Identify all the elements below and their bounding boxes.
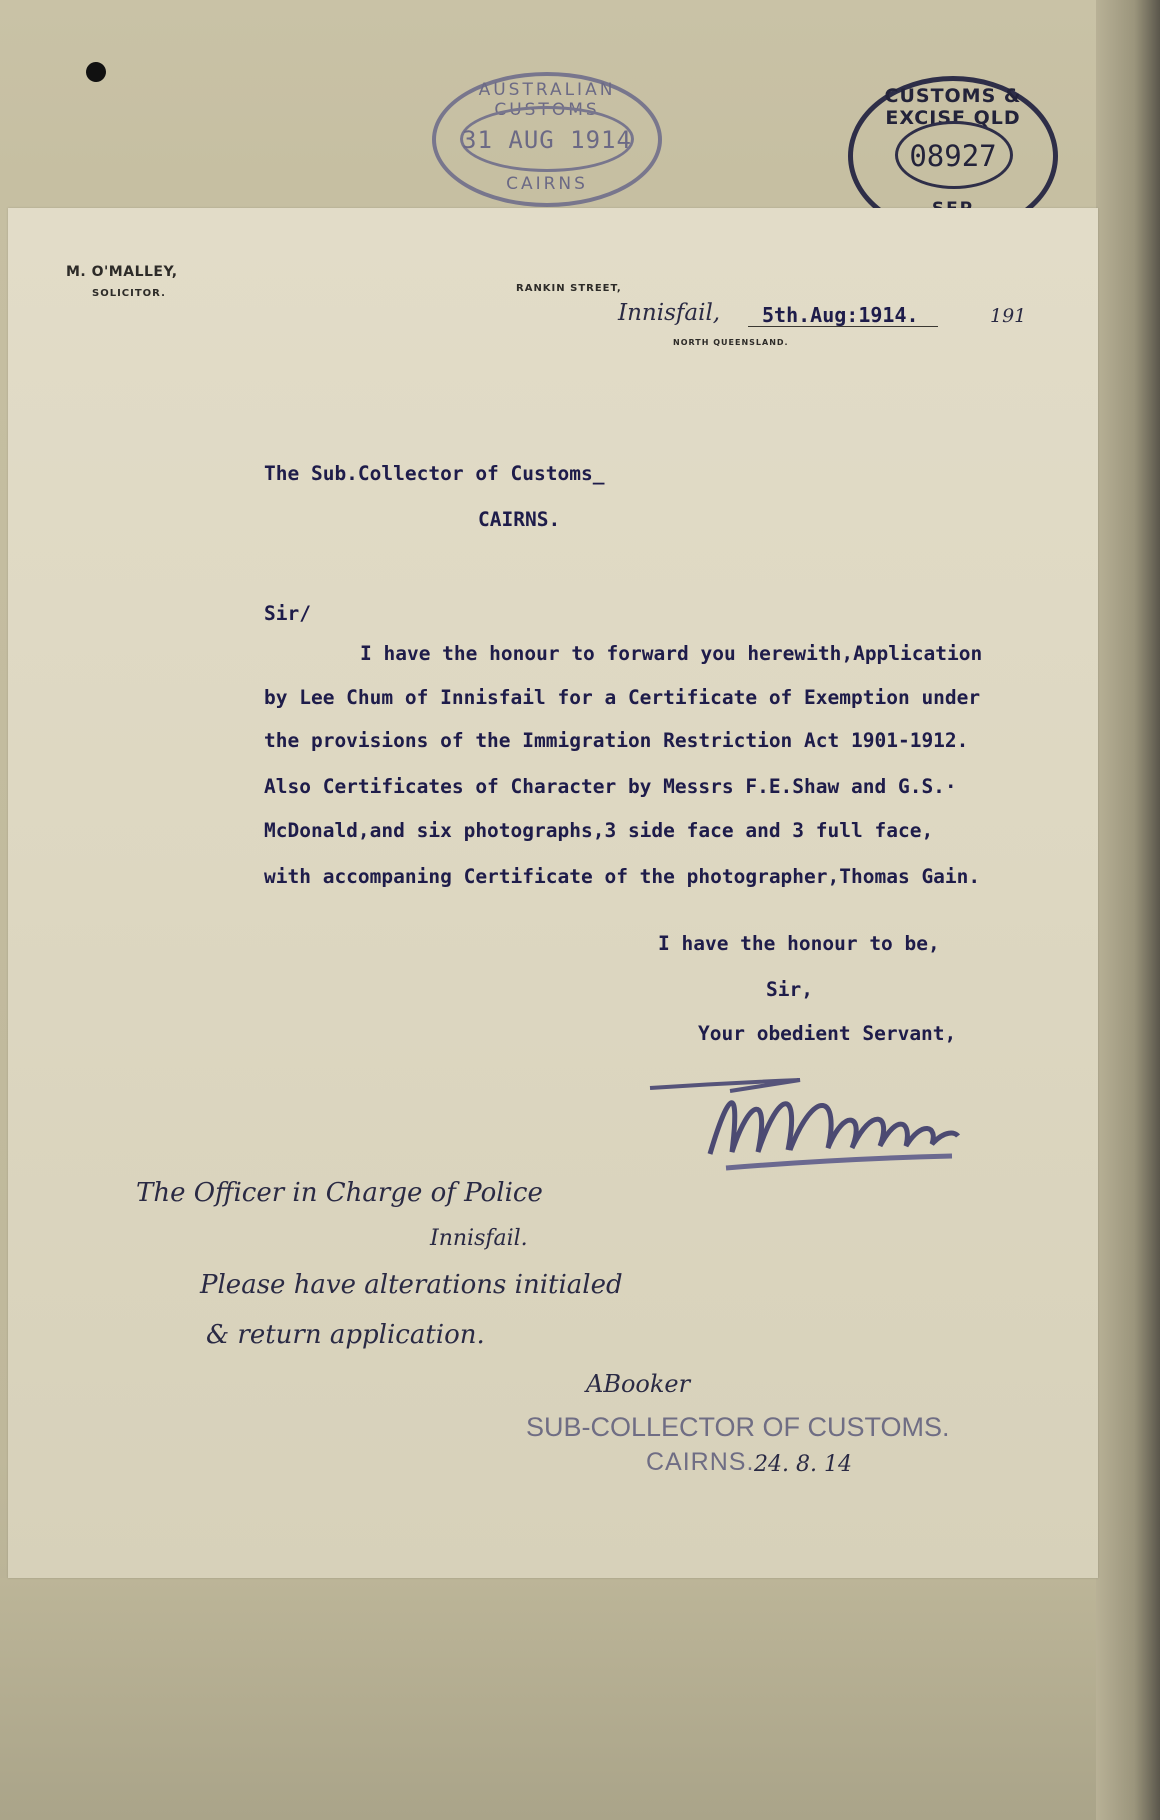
closing-line-2: Sir, (766, 978, 813, 1001)
closing-line-3: Your obedient Servant, (698, 1022, 957, 1045)
body-line-5: McDonald,and six photographs,3 side face and 3 full face, (264, 819, 934, 842)
annotation-line-4: & return application. (206, 1320, 485, 1350)
letter-sheet (8, 208, 1098, 1578)
archive-backing-bottom (0, 1578, 1160, 1820)
stamp-oval-top-text: AUSTRALIAN CUSTOMS (478, 80, 616, 120)
stamp-oval-bottom-text: CAIRNS (506, 174, 588, 194)
annotation-line-1: The Officer in Charge of Police (136, 1178, 543, 1208)
australian-customs-received-stamp (432, 72, 662, 207)
sub-collector-stamp-date: 24. 8. 14 (754, 1452, 852, 1477)
body-line-2: by Lee Chum of Innisfail for a Certificate of Exemption under (264, 686, 981, 709)
omalley-signature (640, 1046, 970, 1176)
annotation-line-3: Please have alterations initialed (200, 1270, 623, 1300)
stamp-round-top-text: CUSTOMS & EXCISE QLD (884, 85, 1022, 129)
body-line-6: with accompaning Certificate of the photographer,Thomas Gain. (264, 865, 981, 888)
salutation: Sir/ (264, 602, 311, 625)
closing-line-1: I have the honour to be, (658, 932, 940, 955)
sub-collector-stamp-line-1: SUB-COLLECTOR OF CUSTOMS. (526, 1412, 950, 1442)
sub-collector-stamp-line-2: CAIRNS. (646, 1448, 755, 1476)
recipient-line-1: The Sub.Collector of Customs_ (264, 462, 605, 485)
stamp-oval-date: 31 AUG 1914 (462, 126, 632, 154)
letterhead-title: SOLICITOR. (92, 288, 166, 299)
letterhead-name: M. O'MALLEY, (66, 264, 178, 280)
annotation-line-2: Innisfail. (430, 1226, 528, 1251)
backing-right-edge (1096, 0, 1160, 1820)
recipient-line-2: CAIRNS. (478, 508, 561, 531)
letterhead-street: RANKIN STREET, (516, 283, 622, 294)
letterhead-region: NORTH QUEENSLAND. (673, 338, 789, 347)
body-line-1: I have the honour to forward you herewith,Application (360, 642, 983, 665)
letter-date: 5th.Aug:1914. (762, 303, 919, 327)
body-line-3: the provisions of the Immigration Restriction Act 1901-1912. (264, 729, 969, 752)
year-prefix: 191 (990, 305, 1027, 327)
body-line-4: Also Certificates of Character by Messrs F.E.Shaw and G.S.· (264, 775, 957, 798)
annotation-signature: ABooker (586, 1370, 691, 1398)
stamp-round-number: 08927 (909, 139, 997, 173)
letterhead-town: Innisfail, (618, 300, 721, 326)
